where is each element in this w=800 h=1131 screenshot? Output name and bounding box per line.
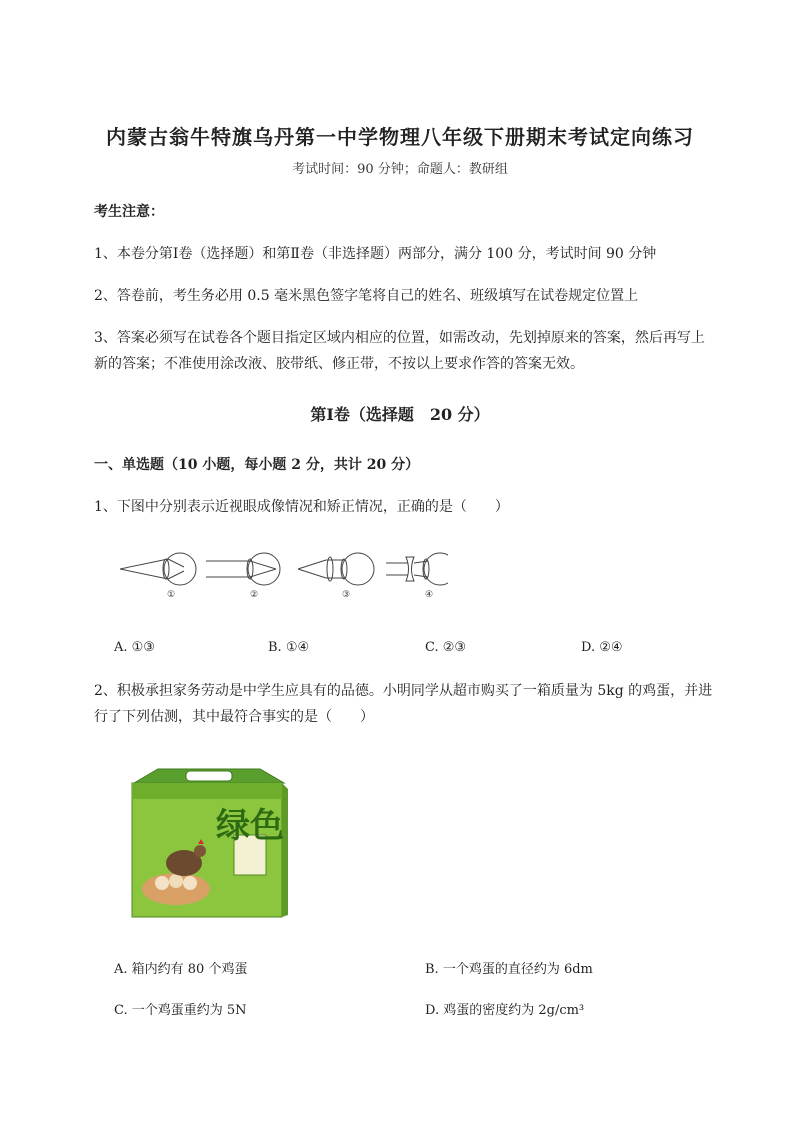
- eye-diagram-2: [206, 553, 280, 585]
- part-heading: 一、单选题（10 小题，每小题 2 分，共计 20 分）: [94, 457, 420, 473]
- q2-option-b: B. 一个鸡蛋的直径约为 6dm: [425, 962, 593, 977]
- diagram-label-2: ②: [250, 590, 259, 600]
- question-2-stem: 2、积极承担家务劳动是中学生应具有的品德。小明同学从超市购买了一箱质量为 5kg 的鸡蛋，并进行了下列估测，其中最符合事实的是（ ）: [94, 683, 713, 725]
- section-title: 第Ⅰ卷（选择题 20 分）: [310, 405, 490, 424]
- page-title: 内蒙古翁牛特旗乌丹第一中学物理八年级下册期末考试定向练习: [106, 125, 694, 149]
- eye-diagram-4: [386, 553, 448, 585]
- exam-info: 考试时间：90 分钟；命题人：教研组: [292, 162, 508, 177]
- q1-option-a: A. ①③: [114, 640, 155, 655]
- q1-option-d: D. ②④: [581, 640, 623, 655]
- eye-diagram-1: [120, 553, 196, 585]
- question-1-stem: 1、下图中分别表示近视眼成像情况和矫正情况，正确的是（ ）: [94, 499, 509, 515]
- egg-box-image: [128, 765, 290, 920]
- diagram-label-1: ①: [167, 590, 176, 600]
- notice-item-1: 1、本卷分第Ⅰ卷（选择题）和第Ⅱ卷（非选择题）两部分，满分 100 分，考试时间 90 分钟: [94, 246, 657, 262]
- q2-option-c: C. 一个鸡蛋重约为 5N: [114, 1003, 247, 1018]
- notice-item-3: 3、答案必须写在试卷各个题目指定区域内相应的位置，如需改动，先划掉原来的答案，然后再写上新的答案；不准使用涂改液、胶带纸、修正带，不按以上要求作答的答案无效。: [94, 330, 705, 372]
- notice-heading: 考生注意：: [94, 204, 164, 220]
- q1-option-c: C. ②③: [425, 640, 467, 655]
- diagram-label-4: ④: [425, 590, 434, 600]
- eye-diagram-3: [298, 553, 374, 585]
- q2-option-a: A. 箱内约有 80 个鸡蛋: [114, 962, 248, 977]
- q1-option-b: B. ①④: [268, 640, 310, 655]
- notice-item-2: 2、答卷前，考生务必用 0.5 毫米黑色签字笔将自己的姓名、班级填写在试卷规定位置上: [94, 288, 639, 304]
- box-brand-text: 绿色: [216, 806, 284, 846]
- q2-option-d: D. 鸡蛋的密度约为 2g/cm³: [425, 1003, 585, 1018]
- diagram-label-3: ③: [342, 590, 351, 600]
